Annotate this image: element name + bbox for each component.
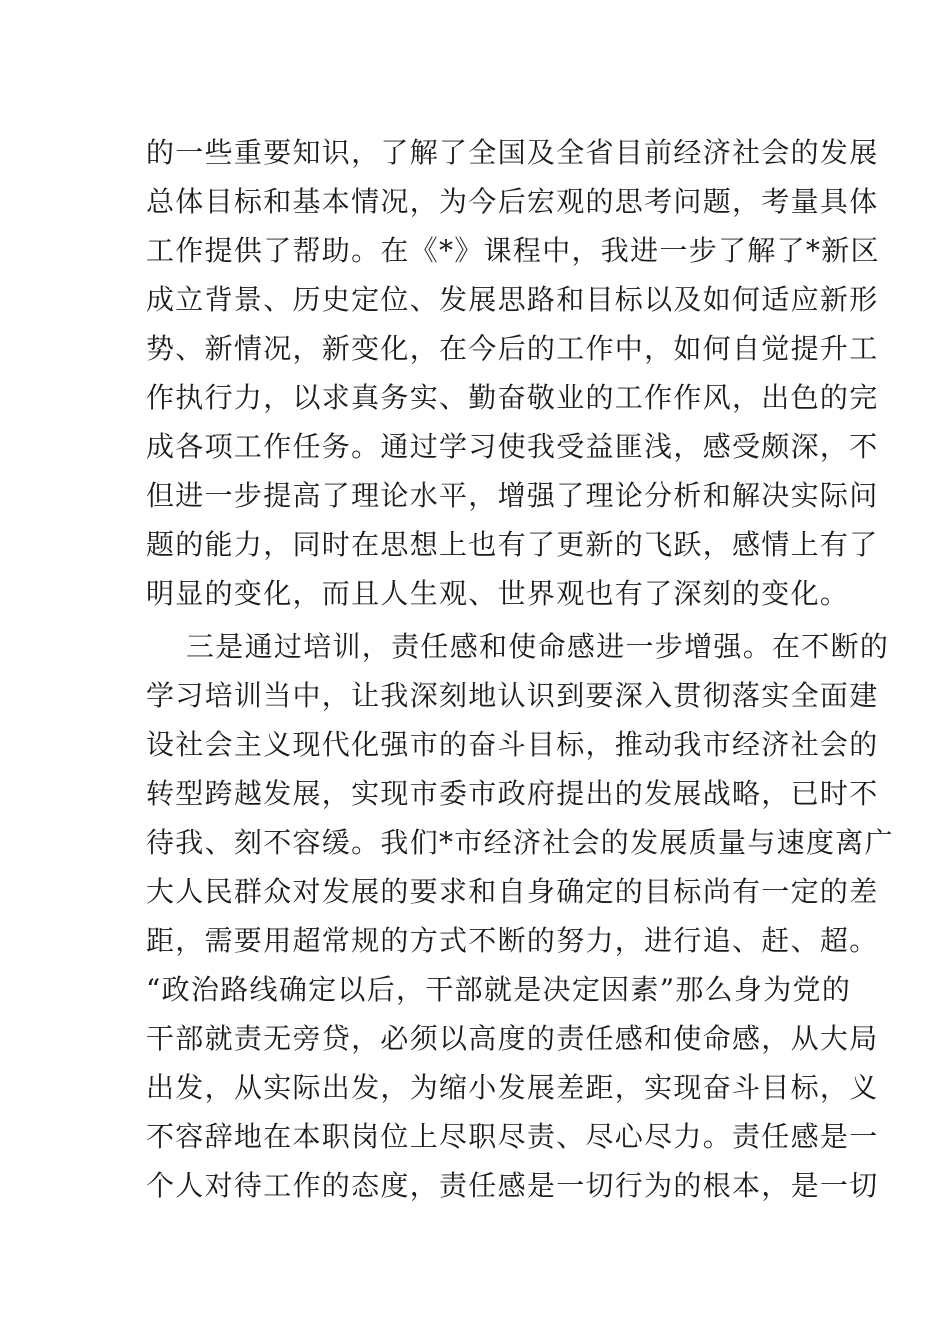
text-line: 距，需要用超常规的方式不断的努力，进行追、赶、超。 — [146, 924, 879, 957]
text-line: 势、新情况，新变化，在今后的工作中，如何自觉提升工 — [146, 332, 879, 365]
text-line: 干部就责无旁贷，必须以高度的责任感和使命感，从大局 — [146, 1022, 879, 1055]
text-line: 不容辞地在本职岗位上尽职尽责、尽心尽力。责任感是一 — [146, 1120, 879, 1153]
text-line: 出发，从实际出发，为缩小发展差距，实现奋斗目标，义 — [146, 1071, 879, 1104]
text-line: 题的能力，同时在思想上也有了更新的飞跃，感情上有了 — [146, 528, 879, 561]
text-line: 学习培训当中，让我深刻地认识到要深入贯彻落实全面建 — [146, 679, 879, 712]
text-line: “政治路线确定以后，干部就是决定因素”那么身为党的 — [146, 973, 852, 1006]
text-line: 总体目标和基本情况，为今后宏观的思考问题，考量具体 — [146, 185, 879, 218]
text-line: 成立背景、历史定位、发展思路和目标以及如何适应新形 — [146, 283, 879, 316]
text-line: 作执行力，以求真务实、勤奋敬业的工作作风，出色的完 — [146, 381, 879, 414]
text-line: 明显的变化，而且人生观、世界观也有了深刻的变化。 — [146, 577, 850, 610]
text-line: 个人对待工作的态度，责任感是一切行为的根本，是一切 — [146, 1169, 879, 1202]
text-line: 待我、刻不容缓。我们*市经济社会的发展质量与速度离广 — [146, 826, 894, 859]
paragraph-first-line: 三是通过培训，责任感和使命感进一步增强。在不断的 — [186, 630, 890, 663]
text-line: 转型跨越发展，实现市委市政府提出的发展战略，已时不 — [146, 777, 879, 810]
text-line: 工作提供了帮助。在《*》课程中，我进一步了解了*新区 — [146, 234, 880, 267]
text-line: 大人民群众对发展的要求和自身确定的目标尚有一定的差 — [146, 875, 879, 908]
text-line: 的一些重要知识，了解了全国及全省目前经济社会的发展 — [146, 136, 879, 169]
text-line: 成各项工作任务。通过学习使我受益匪浅，感受颇深，不 — [146, 430, 879, 463]
text-line: 但进一步提高了理论水平，增强了理论分析和解决实际问 — [146, 479, 879, 512]
text-line: 设社会主义现代化强市的奋斗目标，推动我市经济社会的 — [146, 728, 879, 761]
